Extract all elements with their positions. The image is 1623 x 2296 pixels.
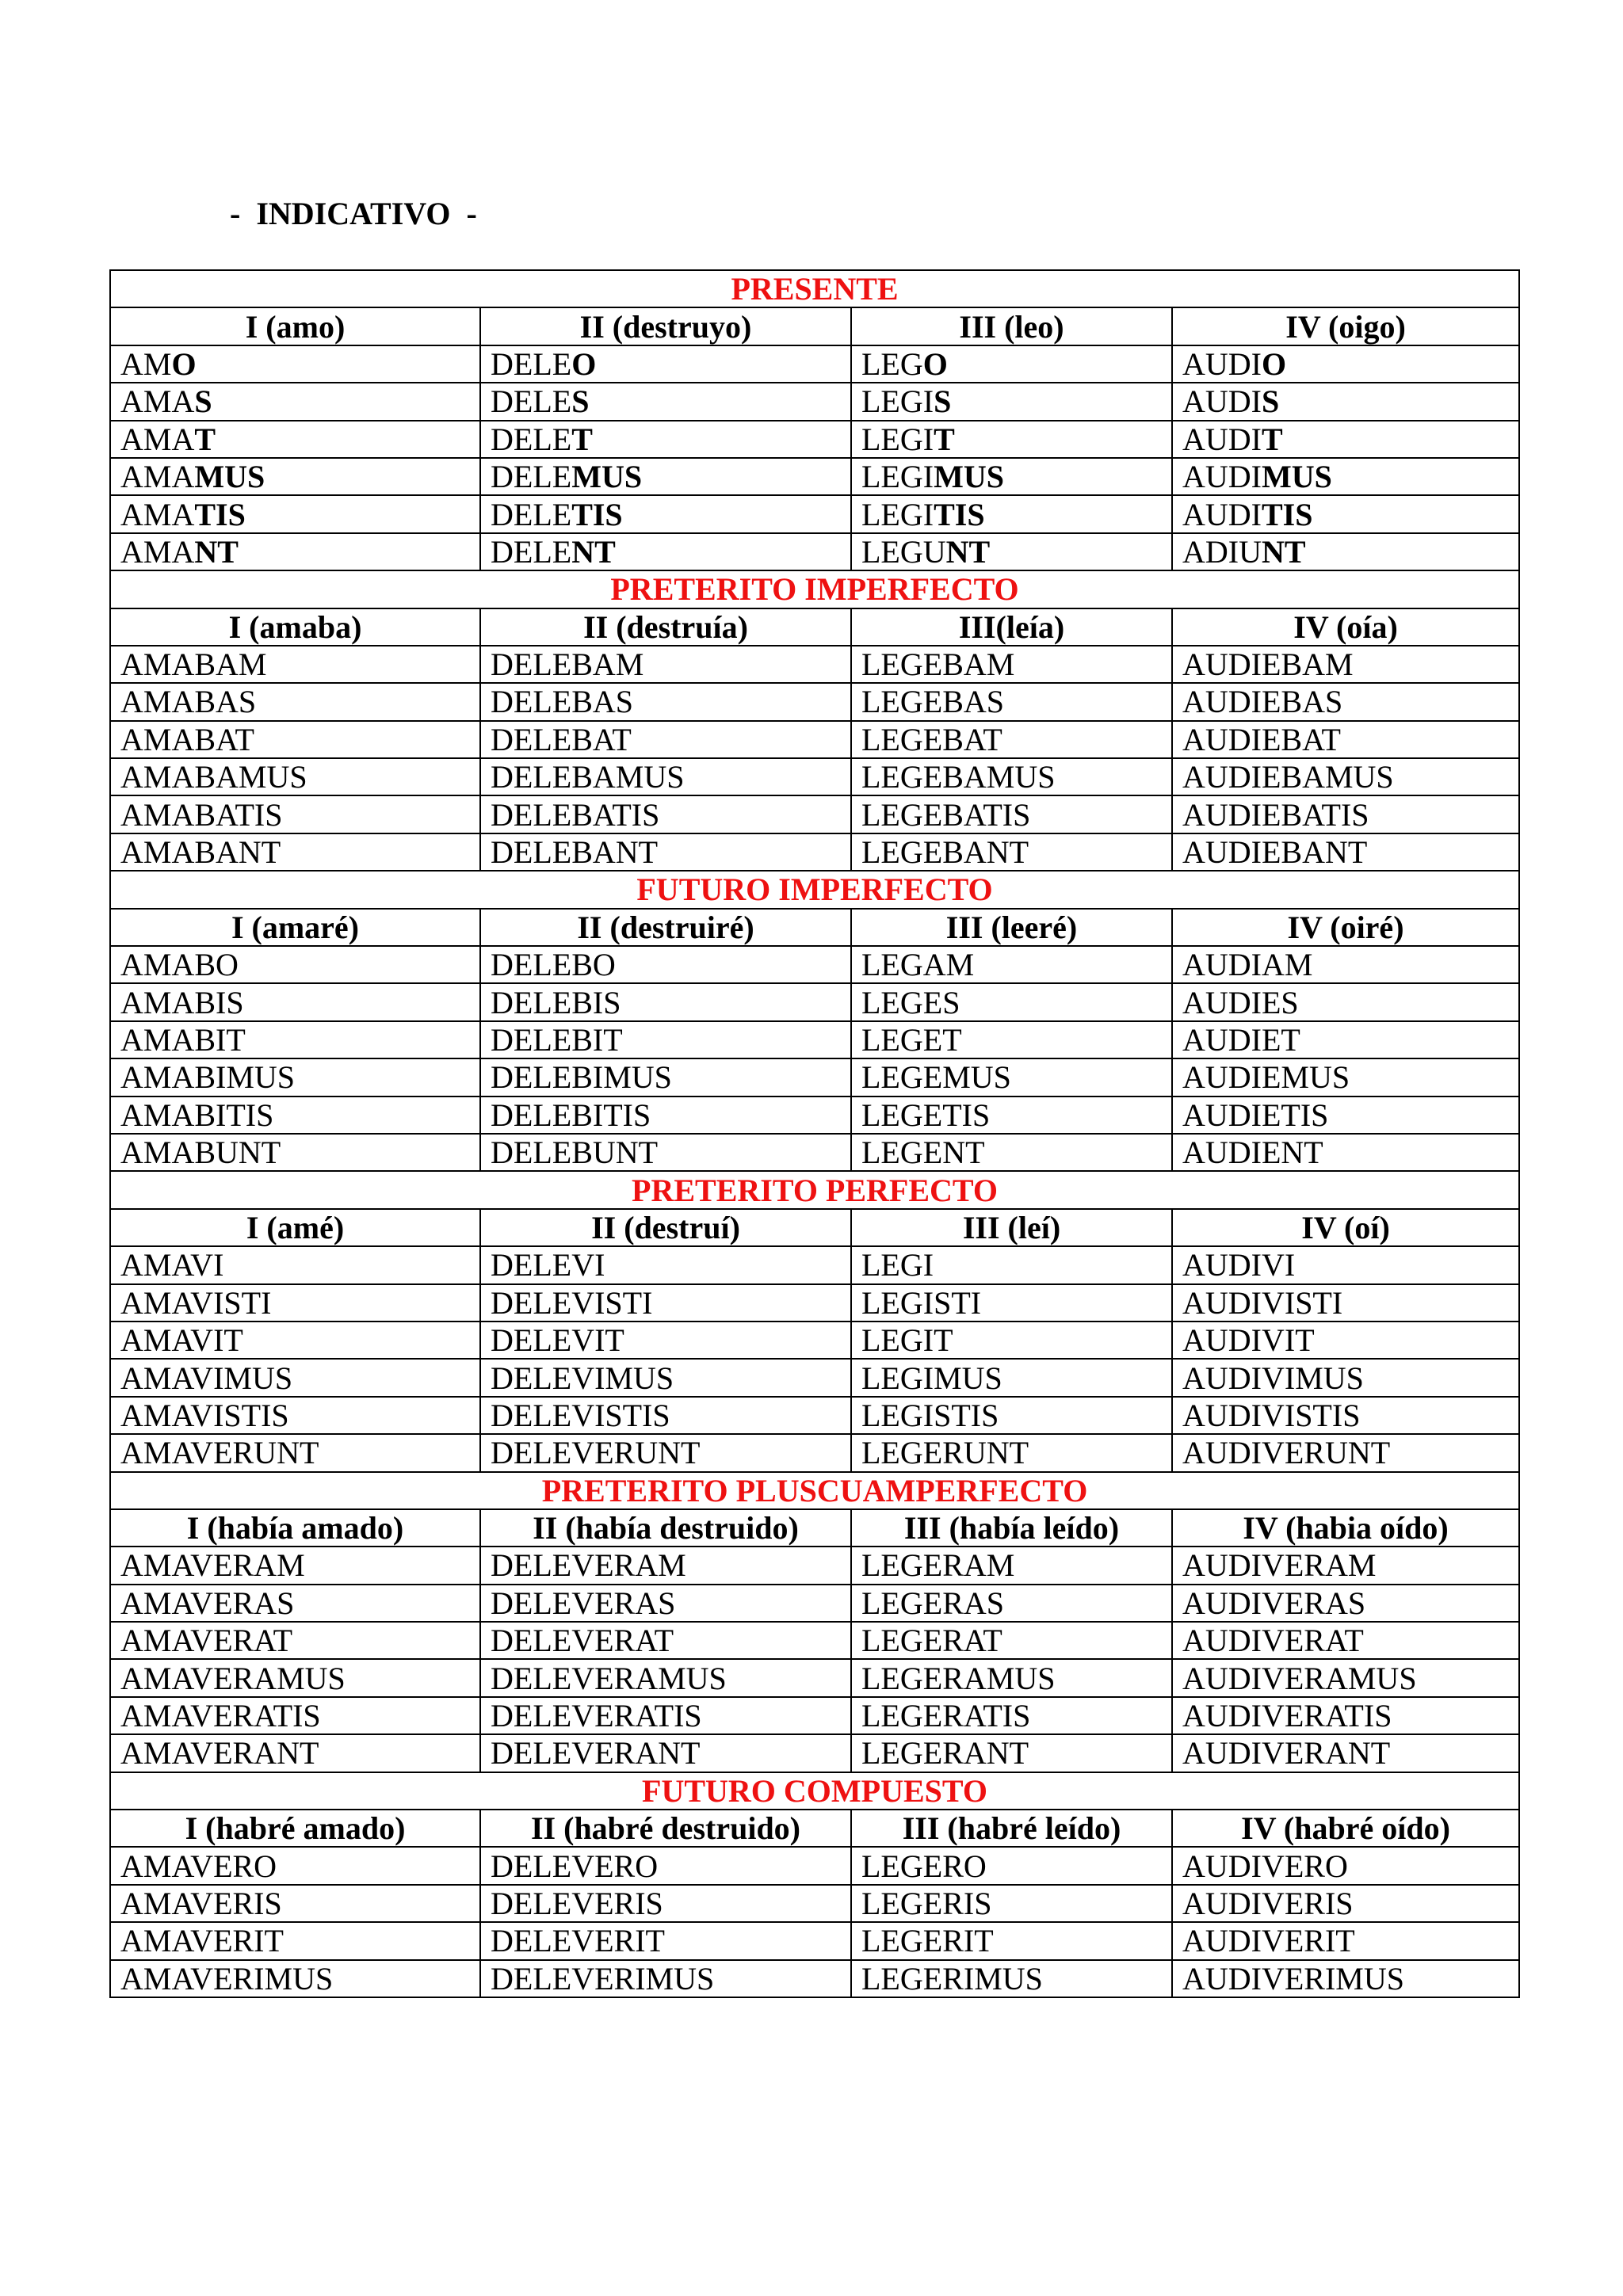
verb-form-cell: AMABAS	[110, 683, 480, 720]
verb-form-cell: DELEVERAM	[480, 1547, 851, 1584]
verb-form-cell	[480, 458, 851, 495]
tense-title-row	[110, 871, 1519, 908]
verb-form-cell	[1172, 383, 1519, 420]
conjugation-header-row	[110, 608, 1519, 646]
verb-stem: LEGI	[861, 383, 934, 420]
conjugation-header-row	[110, 909, 1519, 946]
verb-stem: AUDI	[1182, 383, 1262, 420]
verb-form-cell: AMAVERO	[110, 1847, 480, 1884]
verb-form-cell: LEGERUNT	[851, 1434, 1172, 1471]
verb-form-cell	[851, 421, 1172, 458]
verb-form-cell: LEGET	[851, 1021, 1172, 1058]
verb-form-cell: AUDIEBAS	[1172, 683, 1519, 720]
verb-form-cell: AUDIVERAM	[1172, 1547, 1519, 1584]
verb-form-cell: LEGERANT	[851, 1734, 1172, 1772]
tense-title-row	[110, 1772, 1519, 1810]
verb-form-cell: DELEBATIS	[480, 795, 851, 833]
verb-ending: T	[194, 421, 216, 457]
table-row	[110, 1585, 1519, 1622]
table-row	[110, 1659, 1519, 1696]
verb-stem: AM	[120, 345, 172, 382]
table-row	[110, 1021, 1519, 1058]
verb-form-cell: LEGEMUS	[851, 1058, 1172, 1096]
verb-form-cell: AMAVERAMUS	[110, 1659, 480, 1696]
verb-form-cell	[851, 383, 1172, 420]
tense-title-row	[110, 1472, 1519, 1509]
conjugation-column-header: IV (oiré)	[1172, 909, 1519, 946]
verb-form-cell: DELEBAMUS	[480, 758, 851, 795]
verb-form-cell: AUDIVERIMUS	[1172, 1960, 1519, 1997]
verb-form-cell: LEGERIMUS	[851, 1960, 1172, 1997]
verb-ending: S	[1261, 383, 1280, 420]
verb-form-cell	[480, 533, 851, 570]
verb-form-cell: LEGERAM	[851, 1547, 1172, 1584]
tense-title: PRESENTE	[110, 270, 1519, 307]
verb-stem: DELE	[491, 421, 572, 457]
conjugation-column-header: IV (habia oído)	[1172, 1509, 1519, 1547]
verb-form-cell	[110, 533, 480, 570]
verb-form-cell: AUDIET	[1172, 1021, 1519, 1058]
verb-stem: LEGU	[861, 533, 946, 570]
verb-form-cell	[110, 495, 480, 532]
verb-form-cell: LEGEBANT	[851, 833, 1172, 871]
verb-form-cell: AUDIEBAMUS	[1172, 758, 1519, 795]
conjugation-column-header: II (destruí)	[480, 1209, 851, 1246]
verb-form-cell: LEGEBAT	[851, 721, 1172, 758]
verb-form-cell: AMAVISTIS	[110, 1397, 480, 1434]
verb-form-cell	[851, 495, 1172, 532]
table-row	[110, 1284, 1519, 1322]
conjugation-header-row	[110, 1509, 1519, 1547]
verb-stem: ADIU	[1182, 533, 1262, 570]
verb-form-cell	[480, 495, 851, 532]
verb-form-cell: LEGI	[851, 1246, 1172, 1283]
table-row	[110, 983, 1519, 1020]
verb-ending: MUS	[934, 459, 1004, 495]
table-row	[110, 383, 1519, 420]
verb-stem: DELE	[491, 496, 572, 532]
verb-stem: DELE	[491, 533, 572, 570]
conjugation-header-row	[110, 307, 1519, 345]
verb-form-cell: AUDIVERUNT	[1172, 1434, 1519, 1471]
tense-title: FUTURO IMPERFECTO	[110, 871, 1519, 908]
verb-form-cell	[480, 421, 851, 458]
verb-form-cell: DELEBAS	[480, 683, 851, 720]
verb-form-cell: AUDIVERAMUS	[1172, 1659, 1519, 1696]
verb-stem: AMA	[120, 496, 195, 532]
verb-form-cell: AUDIVERIT	[1172, 1922, 1519, 1959]
verb-form-cell	[851, 345, 1172, 383]
verb-form-cell: AUDIAM	[1172, 946, 1519, 983]
verb-form-cell: DELEBIMUS	[480, 1058, 851, 1096]
verb-form-cell	[110, 383, 480, 420]
verb-form-cell: LEGERATIS	[851, 1697, 1172, 1734]
verb-form-cell: LEGERIS	[851, 1885, 1172, 1922]
verb-form-cell: DELEVIMUS	[480, 1359, 851, 1396]
verb-form-cell: AMABATIS	[110, 795, 480, 833]
conjugation-header-row	[110, 1209, 1519, 1246]
verb-form-cell: DELEVERATIS	[480, 1697, 851, 1734]
table-row	[110, 1397, 1519, 1434]
verb-ending: TIS	[571, 496, 623, 532]
verb-ending: O	[571, 345, 597, 382]
verb-form-cell: LEGENT	[851, 1134, 1172, 1171]
verb-ending: TIS	[1261, 496, 1313, 532]
verb-stem: AUDI	[1182, 459, 1262, 495]
verb-ending: O	[1261, 345, 1287, 382]
verb-form-cell: AMABUNT	[110, 1134, 480, 1171]
verb-ending: MUS	[194, 459, 265, 495]
verb-form-cell: DELEBANT	[480, 833, 851, 871]
verb-form-cell: LEGERAS	[851, 1585, 1172, 1622]
tense-title: FUTURO COMPUESTO	[110, 1772, 1519, 1810]
verb-form-cell: AUDIES	[1172, 983, 1519, 1020]
table-row	[110, 1322, 1519, 1359]
verb-form-cell: LEGETIS	[851, 1097, 1172, 1134]
verb-form-cell: AUDIVIMUS	[1172, 1359, 1519, 1396]
verb-form-cell: AMABAM	[110, 646, 480, 683]
verb-form-cell	[110, 345, 480, 383]
verb-form-cell: LEGEBATIS	[851, 795, 1172, 833]
verb-form-cell: DELEVERIS	[480, 1885, 851, 1922]
verb-form-cell: AUDIVERO	[1172, 1847, 1519, 1884]
verb-form-cell: DELEVISTI	[480, 1284, 851, 1322]
verb-form-cell: LEGEBAMUS	[851, 758, 1172, 795]
verb-form-cell: DELEVERAMUS	[480, 1659, 851, 1696]
table-row	[110, 1097, 1519, 1134]
table-row	[110, 1960, 1519, 1997]
verb-ending: TIS	[194, 496, 246, 532]
verb-form-cell: LEGISTIS	[851, 1397, 1172, 1434]
verb-form-cell: AMAVERAM	[110, 1547, 480, 1584]
table-row	[110, 1697, 1519, 1734]
verb-ending: NT	[194, 533, 239, 570]
verb-form-cell: AUDIVISTI	[1172, 1284, 1519, 1322]
verb-form-cell	[480, 345, 851, 383]
verb-form-cell: DELEVERAS	[480, 1585, 851, 1622]
verb-ending: O	[922, 345, 948, 382]
verb-form-cell: DELEVERO	[480, 1847, 851, 1884]
verb-form-cell: DELEBAM	[480, 646, 851, 683]
verb-form-cell: AUDIEBAM	[1172, 646, 1519, 683]
table-row	[110, 1058, 1519, 1096]
verb-form-cell: DELEBAT	[480, 721, 851, 758]
table-row	[110, 1847, 1519, 1884]
tense-title: PRETERITO IMPERFECTO	[110, 570, 1519, 608]
verb-form-cell: AUDIVIT	[1172, 1322, 1519, 1359]
verb-form-cell: LEGISTI	[851, 1284, 1172, 1322]
verb-form-cell: AMABO	[110, 946, 480, 983]
verb-ending: MUS	[1261, 459, 1332, 495]
conjugation-column-header: III (leeré)	[851, 909, 1172, 946]
table-row	[110, 495, 1519, 532]
verb-form-cell: DELEVERANT	[480, 1734, 851, 1772]
verb-form-cell: DELEBIT	[480, 1021, 851, 1058]
verb-stem: AMA	[120, 533, 195, 570]
verb-stem: LEGI	[861, 421, 934, 457]
verb-form-cell: LEGERIT	[851, 1922, 1172, 1959]
verb-ending: NT	[945, 533, 991, 570]
conjugation-column-header: III(leía)	[851, 608, 1172, 646]
table-row	[110, 1622, 1519, 1659]
verb-stem: LEG	[861, 345, 923, 382]
verb-stem: LEGI	[861, 459, 934, 495]
verb-form-cell	[1172, 533, 1519, 570]
verb-form-cell: AMABIT	[110, 1021, 480, 1058]
verb-ending: T	[571, 421, 593, 457]
verb-form-cell	[480, 383, 851, 420]
conjugation-column-header: III (leí)	[851, 1209, 1172, 1246]
conjugation-column-header: I (amaré)	[110, 909, 480, 946]
verb-form-cell: AMAVI	[110, 1246, 480, 1283]
verb-form-cell: AMABANT	[110, 833, 480, 871]
verb-form-cell: DELEVIT	[480, 1322, 851, 1359]
verb-form-cell	[851, 533, 1172, 570]
verb-ending: MUS	[571, 459, 643, 495]
tense-title: PRETERITO PERFECTO	[110, 1171, 1519, 1208]
verb-form-cell: DELEVISTIS	[480, 1397, 851, 1434]
verb-form-cell: AUDIETIS	[1172, 1097, 1519, 1134]
verb-form-cell: LEGEBAM	[851, 646, 1172, 683]
verb-form-cell: AMABAMUS	[110, 758, 480, 795]
verb-form-cell: AUDIVERAT	[1172, 1622, 1519, 1659]
verb-form-cell: AMAVERIT	[110, 1922, 480, 1959]
tense-title: PRETERITO PLUSCUAMPERFECTO	[110, 1472, 1519, 1509]
table-row	[110, 833, 1519, 871]
verb-form-cell: AUDIEBAT	[1172, 721, 1519, 758]
verb-form-cell	[110, 421, 480, 458]
conjugation-column-header: IV (oía)	[1172, 608, 1519, 646]
verb-ending: T	[1261, 421, 1283, 457]
verb-form-cell: AMAVERIS	[110, 1885, 480, 1922]
table-row	[110, 1734, 1519, 1772]
table-row	[110, 1922, 1519, 1959]
verb-stem: DELE	[491, 383, 572, 420]
verb-stem: DELE	[491, 459, 572, 495]
conjugation-column-header: II (destruyo)	[480, 307, 851, 345]
verb-form-cell: DELEBUNT	[480, 1134, 851, 1171]
verb-form-cell: LEGERAT	[851, 1622, 1172, 1659]
table-row	[110, 1434, 1519, 1471]
table-row	[110, 946, 1519, 983]
verb-stem: AUDI	[1182, 345, 1262, 382]
verb-form-cell: AMABIS	[110, 983, 480, 1020]
verb-form-cell	[110, 458, 480, 495]
table-row	[110, 1134, 1519, 1171]
verb-form-cell: AUDIVERAS	[1172, 1585, 1519, 1622]
conjugation-column-header: I (habré amado)	[110, 1810, 480, 1847]
conjugation-column-header: IV (oí)	[1172, 1209, 1519, 1246]
verb-form-cell: AUDIEMUS	[1172, 1058, 1519, 1096]
verb-stem: AUDI	[1182, 421, 1262, 457]
verb-form-cell: DELEBO	[480, 946, 851, 983]
conjugation-column-header: II (destruía)	[480, 608, 851, 646]
tense-title-row	[110, 270, 1519, 307]
verb-form-cell: AMAVISTI	[110, 1284, 480, 1322]
verb-form-cell: AUDIENT	[1172, 1134, 1519, 1171]
verb-ending: S	[571, 383, 590, 420]
table-row	[110, 458, 1519, 495]
table-row	[110, 533, 1519, 570]
conjugation-column-header: III (habré leído)	[851, 1810, 1172, 1847]
verb-form-cell: LEGERAMUS	[851, 1659, 1172, 1696]
conjugation-column-header: I (amé)	[110, 1209, 480, 1246]
verb-form-cell: AUDIEBATIS	[1172, 795, 1519, 833]
verb-form-cell	[1172, 421, 1519, 458]
verb-form-cell	[1172, 495, 1519, 532]
table-row	[110, 345, 1519, 383]
verb-stem: AMA	[120, 459, 195, 495]
conjugation-column-header: IV (habré oído)	[1172, 1810, 1519, 1847]
verb-stem: DELE	[491, 345, 572, 382]
verb-form-cell: AUDIEBANT	[1172, 833, 1519, 871]
tense-title-row	[110, 570, 1519, 608]
verb-form-cell: AMABIMUS	[110, 1058, 480, 1096]
table-row	[110, 683, 1519, 720]
tense-title-row	[110, 1171, 1519, 1208]
conjugation-header-row	[110, 1810, 1519, 1847]
verb-form-cell: DELEVERIT	[480, 1922, 851, 1959]
verb-form-cell: AUDIVERANT	[1172, 1734, 1519, 1772]
table-row	[110, 721, 1519, 758]
table-row	[110, 795, 1519, 833]
verb-ending: T	[934, 421, 955, 457]
conjugation-table-body	[110, 270, 1519, 1997]
verb-form-cell: DELEVERIMUS	[480, 1960, 851, 1997]
table-row	[110, 646, 1519, 683]
verb-form-cell: AMABAT	[110, 721, 480, 758]
table-row	[110, 1885, 1519, 1922]
verb-form-cell: DELEBIS	[480, 983, 851, 1020]
conjugation-column-header: I (amaba)	[110, 608, 480, 646]
verb-form-cell	[1172, 345, 1519, 383]
verb-form-cell: DELEBITIS	[480, 1097, 851, 1134]
verb-stem: AUDI	[1182, 496, 1262, 532]
page-heading: - INDICATIVO -	[230, 196, 477, 231]
verb-form-cell	[1172, 458, 1519, 495]
verb-form-cell: LEGERO	[851, 1847, 1172, 1884]
conjugation-column-header: II (destruiré)	[480, 909, 851, 946]
verb-form-cell: DELEVI	[480, 1246, 851, 1283]
table-row	[110, 1359, 1519, 1396]
verb-stem: AMA	[120, 421, 195, 457]
verb-stem: LEGI	[861, 496, 934, 532]
verb-form-cell: AUDIVERIS	[1172, 1885, 1519, 1922]
verb-form-cell: LEGIMUS	[851, 1359, 1172, 1396]
conjugation-column-header: III (había leído)	[851, 1509, 1172, 1547]
verb-form-cell: AMAVERAT	[110, 1622, 480, 1659]
verb-form-cell: LEGAM	[851, 946, 1172, 983]
verb-form-cell: LEGIT	[851, 1322, 1172, 1359]
verb-form-cell: DELEVERUNT	[480, 1434, 851, 1471]
verb-form-cell: AMAVERIMUS	[110, 1960, 480, 1997]
conjugation-column-header: IV (oigo)	[1172, 307, 1519, 345]
verb-ending: O	[171, 345, 197, 382]
verb-ending: S	[194, 383, 212, 420]
table-row	[110, 1547, 1519, 1584]
verb-form-cell: AMAVERATIS	[110, 1697, 480, 1734]
verb-form-cell: AMAVIMUS	[110, 1359, 480, 1396]
verb-form-cell: LEGEBAS	[851, 683, 1172, 720]
verb-form-cell: AUDIVERATIS	[1172, 1697, 1519, 1734]
verb-ending: NT	[571, 533, 616, 570]
verb-form-cell: AMAVERANT	[110, 1734, 480, 1772]
verb-form-cell: AMABITIS	[110, 1097, 480, 1134]
verb-ending: NT	[1261, 533, 1306, 570]
table-row	[110, 421, 1519, 458]
verb-form-cell	[851, 458, 1172, 495]
conjugation-table	[109, 269, 1520, 1998]
verb-stem: AMA	[120, 383, 195, 420]
verb-form-cell: DELEVERAT	[480, 1622, 851, 1659]
verb-ending: S	[934, 383, 952, 420]
conjugation-column-header: III (leo)	[851, 307, 1172, 345]
verb-form-cell: AUDIVI	[1172, 1246, 1519, 1283]
conjugation-column-header: I (había amado)	[110, 1509, 480, 1547]
conjugation-column-header: II (habré destruido)	[480, 1810, 851, 1847]
verb-form-cell: LEGES	[851, 983, 1172, 1020]
conjugation-column-header: II (había destruido)	[480, 1509, 851, 1547]
verb-ending: TIS	[934, 496, 985, 532]
verb-form-cell: AUDIVISTIS	[1172, 1397, 1519, 1434]
verb-form-cell: AMAVERUNT	[110, 1434, 480, 1471]
verb-form-cell: AMAVIT	[110, 1322, 480, 1359]
table-row	[110, 758, 1519, 795]
verb-form-cell: AMAVERAS	[110, 1585, 480, 1622]
conjugation-column-header: I (amo)	[110, 307, 480, 345]
table-row	[110, 1246, 1519, 1283]
